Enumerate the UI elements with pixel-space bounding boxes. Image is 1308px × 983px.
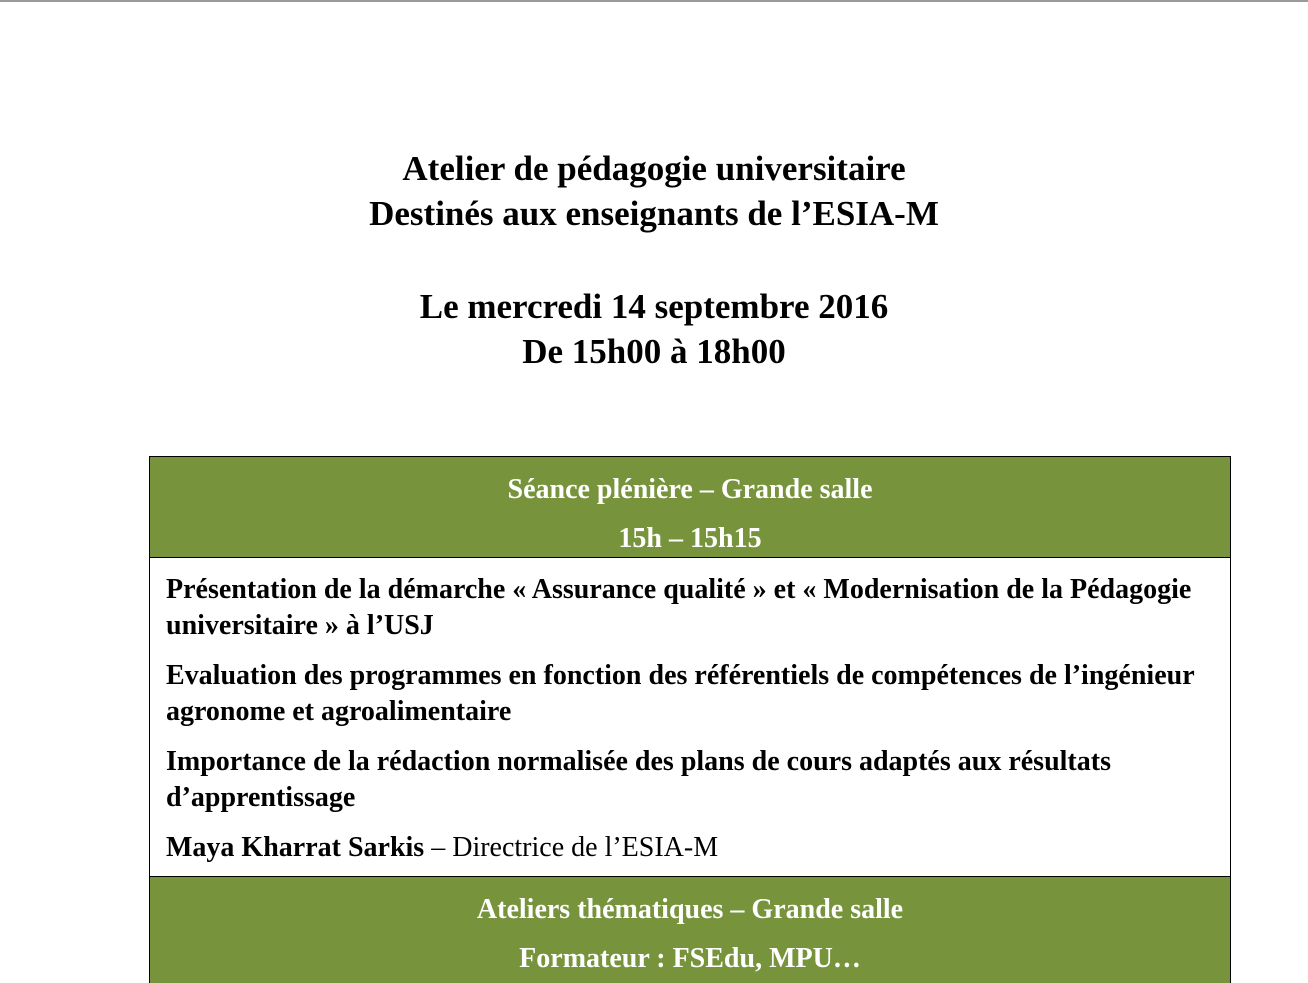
- plenary-content: [150, 558, 1230, 876]
- plenary-speaker: [166, 830, 1220, 866]
- workshops-header: [150, 876, 1230, 983]
- title-line-2: Destinés aux enseignants de l’ESIA-M: [369, 194, 939, 233]
- plenary-header: [150, 457, 1230, 558]
- document-title: [0, 146, 1308, 236]
- plenary-topic-2: Evaluation des programmes en fonction des référentiels de compétences de l’ingénieur agronome et agroalimentaire: [166, 660, 1195, 727]
- workshops-heading: Ateliers thématiques – Grande salle: [476, 894, 904, 925]
- plenary-topic-3: Importance de la rédaction normalisée des plans de cours adaptés aux résultats d’apprentissage: [166, 746, 1111, 813]
- title-line-1: Atelier de pédagogie universitaire: [402, 149, 906, 188]
- event-date: Le mercredi 14 septembre 2016: [419, 287, 889, 326]
- schedule-table: [149, 456, 1231, 983]
- workshops-trainer: Formateur : FSEdu, MPU…: [519, 943, 861, 974]
- plenary-heading: Séance plénière – Grande salle: [507, 474, 873, 505]
- event-time: De 15h00 à 18h00: [522, 332, 786, 371]
- event-datetime: [0, 284, 1308, 374]
- top-border-line: [0, 0, 1308, 2]
- plenary-time: 15h – 15h15: [618, 523, 762, 554]
- speaker-role: – Directrice de l’ESIA-M: [424, 832, 719, 863]
- speaker-name: Maya Kharrat Sarkis: [166, 832, 425, 863]
- plenary-topic-1: Présentation de la démarche « Assurance qualité » et « Modernisation de la Pédagogie universitaire » à l’USJ: [166, 574, 1192, 641]
